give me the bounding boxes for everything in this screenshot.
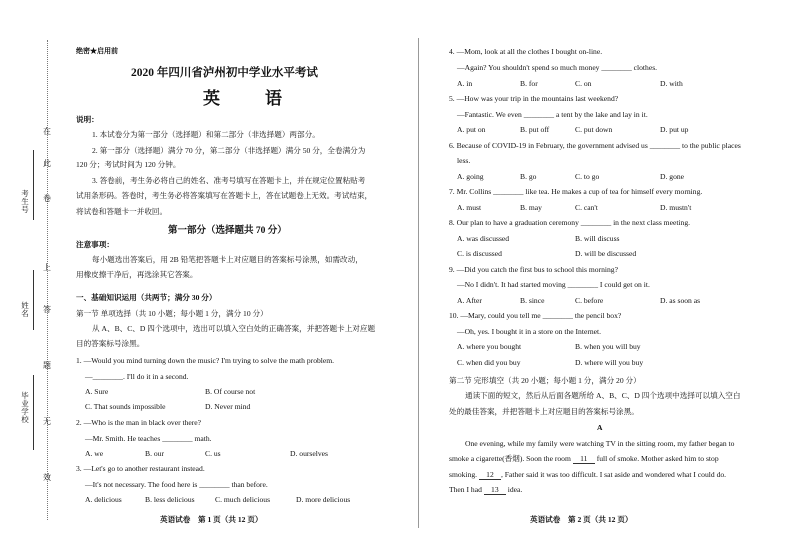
option-b: B. put off <box>520 125 550 134</box>
exam-title: 2020 年四川省泸州初中学业水平考试 <box>131 67 318 79</box>
option-b: B. go <box>520 172 537 181</box>
note-line: 3. 答卷前，考生务必将自己的姓名、准考号填写在答题卡上，并在规定位置粘贴考 <box>92 176 366 185</box>
option-b: B. since <box>520 296 545 305</box>
question-5-response: —Fantastic. We even ________ a tent by the lake and lay in it. <box>457 110 648 119</box>
option-c: C. us <box>205 449 221 458</box>
option-b: B. may <box>520 203 542 212</box>
option-d: D. ourselves <box>290 449 328 458</box>
question-7: 7. Mr. Collins ________ like tea. He makes a cup of tea for himself every morning. <box>449 187 703 196</box>
question-1-response: —________. I'll do it in a second. <box>85 372 189 381</box>
passage-text: smoking. <box>449 470 478 479</box>
option-b: B. when you will buy <box>575 342 641 351</box>
page-divider <box>418 38 419 528</box>
binding-line <box>47 40 48 520</box>
option-a: A. delicious <box>85 495 122 504</box>
name-label: 姓名 <box>21 301 29 318</box>
question-10: 10. —Mary, could you tell me ________ the pencil box? <box>449 311 622 320</box>
part1-title: 第一部分（选择题共 70 分） <box>168 226 287 236</box>
question-5: 5. —How was your trip in the mountains last weekend? <box>449 94 619 103</box>
option-d: D. as soon as <box>660 296 701 305</box>
seal-char: 题 <box>43 361 51 370</box>
option-b: B. for <box>520 79 538 88</box>
option-a: A. Sure <box>85 387 109 396</box>
seal-char: 卷 <box>43 194 51 203</box>
note-line: 2. 第一部分（选择题）满分 70 分，第二部分（非选择题）满分 50 分，全卷满分为 <box>92 146 366 155</box>
passage-line: One evening, while my family were watching TV in the sitting room, my father began to <box>465 439 735 448</box>
question-9: 9. —Did you catch the first bus to school this morning? <box>449 265 618 274</box>
passage-letter: A <box>597 423 603 432</box>
question-2: 2. —Who is the man in black over there? <box>76 418 202 427</box>
option-a: A. After <box>457 296 482 305</box>
sub1-desc: 目的答案标号涂黑。 <box>76 339 145 348</box>
option-c: C. to go <box>575 172 600 181</box>
option-d: D. put up <box>660 125 689 134</box>
option-b: B. Of course not <box>205 387 256 396</box>
secret-label: 绝密★启用前 <box>76 47 118 55</box>
question-4-response: —Again? You shouldn't spend so much money ________ clothes. <box>457 63 658 72</box>
passage-text: , Father said it was too difficult. I sat aside and wondered what I could do. <box>500 470 727 479</box>
option-b: B. our <box>145 449 164 458</box>
option-a: A. put on <box>457 125 486 134</box>
sub1-desc: 从 A、B、C、D 四个选项中，选出可以填入空白处的正确答案，并把答题卡上对应题 <box>92 324 376 333</box>
blank-12: 12 <box>479 471 501 480</box>
option-d: D. with <box>660 79 683 88</box>
seal-char: 答 <box>43 305 51 314</box>
passage-text: full of smoke. Mother asked him to stop <box>596 454 719 463</box>
option-c: C. on <box>575 79 592 88</box>
school-line <box>33 375 34 450</box>
question-1: 1. —Would you mind turning down the music? I'm trying to solve the math problem. <box>76 356 335 365</box>
sub2-desc: 处的最佳答案，并把答题卡上对应题目的答案标号涂黑。 <box>449 407 639 416</box>
attention-line: 每小题选出答案后，用 2B 铅笔把答题卡上对应题目的答案标号涂黑，如需改动， <box>92 255 363 264</box>
exam-number-line <box>33 150 34 220</box>
blank-11: 11 <box>573 455 595 464</box>
option-c: C. That sounds impossible <box>85 402 166 411</box>
sub1-title: 第一节 单项选择（共 10 小题；每小题 1 分，满分 10 分） <box>76 309 268 318</box>
option-c: C. before <box>575 296 604 305</box>
option-d: D. gone <box>660 172 685 181</box>
option-b: B. will discuss <box>575 234 620 243</box>
name-line <box>33 270 34 330</box>
option-c: C. can't <box>575 203 598 212</box>
section1-title: 一、基础知识运用（共两节；满分 30 分） <box>76 293 217 302</box>
option-a: A. we <box>85 449 104 458</box>
option-c: C. when did you buy <box>457 358 521 367</box>
seal-char: 在 <box>43 127 51 136</box>
option-a: A. where you bought <box>457 342 522 351</box>
option-d: D. mustn't <box>660 203 692 212</box>
notes-title: 说明： <box>76 115 99 124</box>
question-6-cont: less. <box>457 156 471 165</box>
exam-number-label: 考生号 <box>21 189 29 214</box>
note-line: 试用条形码。答卷时，考生务必将答案填写在答题卡上，答在试题卷上无效。考试结束， <box>76 191 373 200</box>
option-d: D. will be discussed <box>575 249 637 258</box>
question-3-response: —It's not necessary. The food here is ________ than before. <box>85 480 268 489</box>
seal-char: 上 <box>43 263 51 272</box>
page-footer: 英语试卷 第 2 页（共 12 页） <box>530 515 633 524</box>
option-d: D. where will you buy <box>575 358 644 367</box>
question-3: 3. —Let's go to another restaurant instead. <box>76 464 205 473</box>
note-line: 将试卷和答题卡一并收回。 <box>76 207 168 216</box>
passage-line <box>449 455 719 464</box>
option-d: D. Never mind <box>205 402 251 411</box>
question-2-response: —Mr. Smith. He teaches ________ math. <box>85 434 212 443</box>
school-label: 毕业学校 <box>21 391 29 424</box>
note-line: 1. 本试卷分为第一部分（选择题）和第二部分（非选择题）两部分。 <box>92 130 320 139</box>
question-8: 8. Our plan to have a graduation ceremony ________ in the next class meeting. <box>449 218 691 227</box>
option-d: D. more delicious <box>296 495 351 504</box>
option-b: B. less delicious <box>145 495 195 504</box>
sub2-title: 第二节 完形填空（共 20 小题；每小题 1 分，满分 20 分） <box>449 376 641 385</box>
note-line: 120 分；考试时间为 120 分钟。 <box>76 160 181 169</box>
seal-char: 效 <box>43 473 51 482</box>
option-a: A. in <box>457 79 473 88</box>
seal-char: 无 <box>43 417 51 426</box>
option-c: C. put down <box>575 125 613 134</box>
option-a: A. was discussed <box>457 234 510 243</box>
passage-line <box>449 486 522 495</box>
option-a: A. must <box>457 203 482 212</box>
question-6: 6. Because of COVID-19 in February, the government advised us ________ to the public places <box>449 141 741 150</box>
passage-text: smoke a cigarette(香烟). Soon the room <box>449 454 571 463</box>
seal-char: 此 <box>43 159 51 168</box>
page-footer: 英语试卷 第 1 页（共 12 页） <box>160 515 263 524</box>
attention-line: 用橡皮擦干净后，再选涂其它答案。 <box>76 270 198 279</box>
question-4: 4. —Mom, look at all the clothes I bought on-line. <box>449 47 603 56</box>
option-a: A. going <box>457 172 484 181</box>
question-9-response: —No I didn't. It had started moving ________ I could get on it. <box>457 280 650 289</box>
question-10-response: —Oh, yes. I bought it in a store on the Internet. <box>457 327 602 336</box>
option-c: C. is discussed <box>457 249 502 258</box>
blank-13: 13 <box>484 486 506 495</box>
subject-title: 英 语 <box>203 89 296 108</box>
passage-text: Then I had <box>449 485 482 494</box>
option-c: C. much delicious <box>215 495 271 504</box>
passage-line <box>449 471 726 480</box>
passage-text: idea. <box>507 485 523 494</box>
attention-title: 注意事项： <box>76 240 114 249</box>
sub2-desc: 通读下面的短文，然后从后面各题所给 A、B、C、D 四个选项中选择可以填入空白 <box>465 391 741 400</box>
